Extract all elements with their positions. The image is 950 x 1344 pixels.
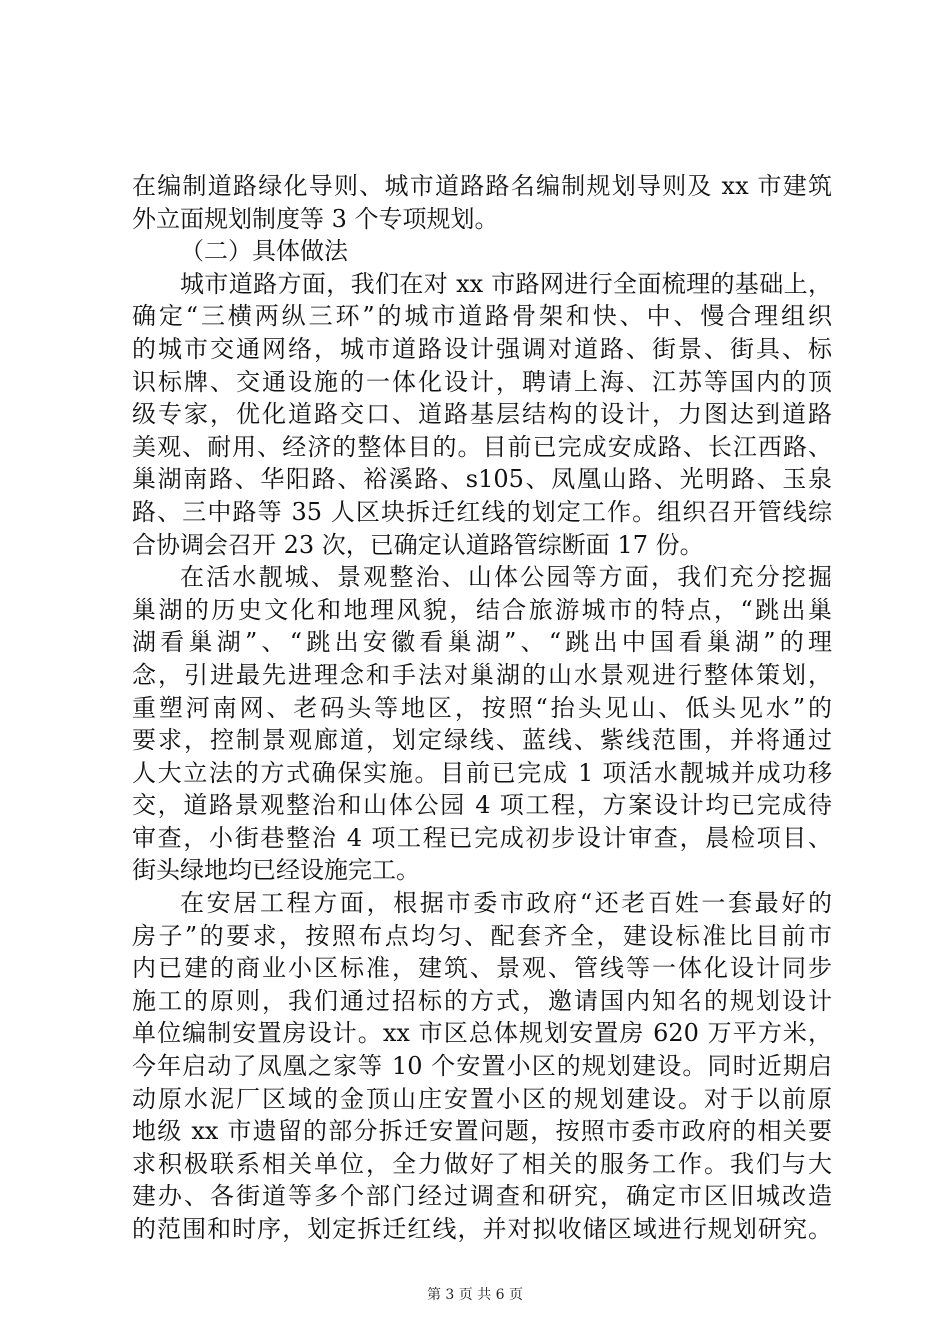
text-line: 级专家，优化道路交口、道路基层结构的设计，力图达到道路 (132, 400, 832, 429)
text-line: 确定“三横两纵三环”的城市道路骨架和快、中、慢合理组织 (132, 302, 832, 331)
text-line: 街头绿地均已经设施完工。 (132, 856, 420, 885)
text-line: 交，道路景观整治和山体公园 4 项工程，方案设计均已完成待 (132, 791, 832, 820)
text-line: 重塑河南网、老码头等地区，按照“抬头见山、低头见水”的 (132, 693, 832, 722)
text-line: 房子”的要求，按照布点均匀、配套齐全，建设标准比目前市 (132, 921, 832, 950)
text-line: 在活水靓城、景观整治、山体公园等方面，我们充分挖掘 (180, 563, 832, 592)
text-line: 湖看巢湖”、“跳出安徽看巢湖”、“跳出中国看巢湖”的理 (132, 628, 832, 657)
text-line: 审查，小街巷整治 4 项工程已完成初步设计审查，晨检项目、 (132, 823, 832, 852)
text-line: 合协调会召开 23 次，已确定认道路管综断面 17 份。 (132, 530, 704, 559)
text-line: 的范围和时序，划定拆迁红线，并对拟收储区域进行规划研究。 (132, 1215, 832, 1243)
text-line: 建办、各街道等多个部门经过调查和研究，确定市区旧城改造 (132, 1182, 832, 1211)
text-line: 单位编制安置房设计。xx 市区总体规划安置房 620 万平方米， (132, 1019, 832, 1048)
text-line: 施工的原则，我们通过招标的方式，邀请国内知名的规划设计 (132, 986, 832, 1015)
text-line: 动原水泥厂区域的金顶山庄安置小区的规划建设。对于以前原 (132, 1084, 832, 1113)
text-line: 巢湖的历史文化和地理风貌，结合旅游城市的特点，“跳出巢 (132, 595, 832, 624)
document-body (132, 170, 832, 1246)
text-line: 念，引进最先进理念和手法对巢湖的山水景观进行整体策划， (132, 660, 832, 689)
text-line: 今年启动了凤凰之家等 10 个安置小区的规划建设。同时近期启 (132, 1052, 832, 1081)
text-line: 内已建的商业小区标准，建筑、景观、管线等一体化设计同步 (132, 954, 832, 983)
text-line: 识标牌、交通设施的一体化设计，聘请上海、江苏等国内的顶 (132, 367, 832, 396)
text-line: 路、三中路等 35 人区块拆迁红线的划定工作。组织召开管线综 (132, 497, 832, 526)
text-line: 巢湖南路、华阳路、裕溪路、s105、凤凰山路、光明路、玉泉 (132, 465, 832, 494)
text-line: 要求，控制景观廊道，划定绿线、蓝线、紫线范围，并将通过 (132, 726, 832, 755)
text-line: （二）具体做法 (180, 237, 348, 266)
text-line: 地级 xx 市遗留的部分拆迁安置问题，按照市委市政府的相关要 (132, 1117, 832, 1146)
text-line: 的城市交通网络，城市道路设计强调对道路、街景、街具、标 (132, 334, 832, 363)
text-line: 城市道路方面，我们在对 xx 市路网进行全面梳理的基础上， (180, 269, 832, 298)
text-line: 在编制道路绿化导则、城市道路路名编制规划导则及 xx 市建筑 (132, 172, 832, 200)
text-line: 求积极联系相关单位，全力做好了相关的服务工作。我们与大 (132, 1149, 832, 1178)
page-footer: 第 3 页 共 6 页 (426, 1287, 524, 1303)
text-line: 人大立法的方式确保实施。目前已完成 1 项活水靓城并成功移 (132, 758, 832, 787)
text-line: 在安居工程方面，根据市委市政府“还老百姓一套最好的 (180, 889, 832, 918)
text-line: 外立面规划制度等 3 个专项规划。 (132, 204, 499, 233)
text-line: 美观、耐用、经济的整体目的。目前已完成安成路、长江西路、 (132, 432, 832, 461)
